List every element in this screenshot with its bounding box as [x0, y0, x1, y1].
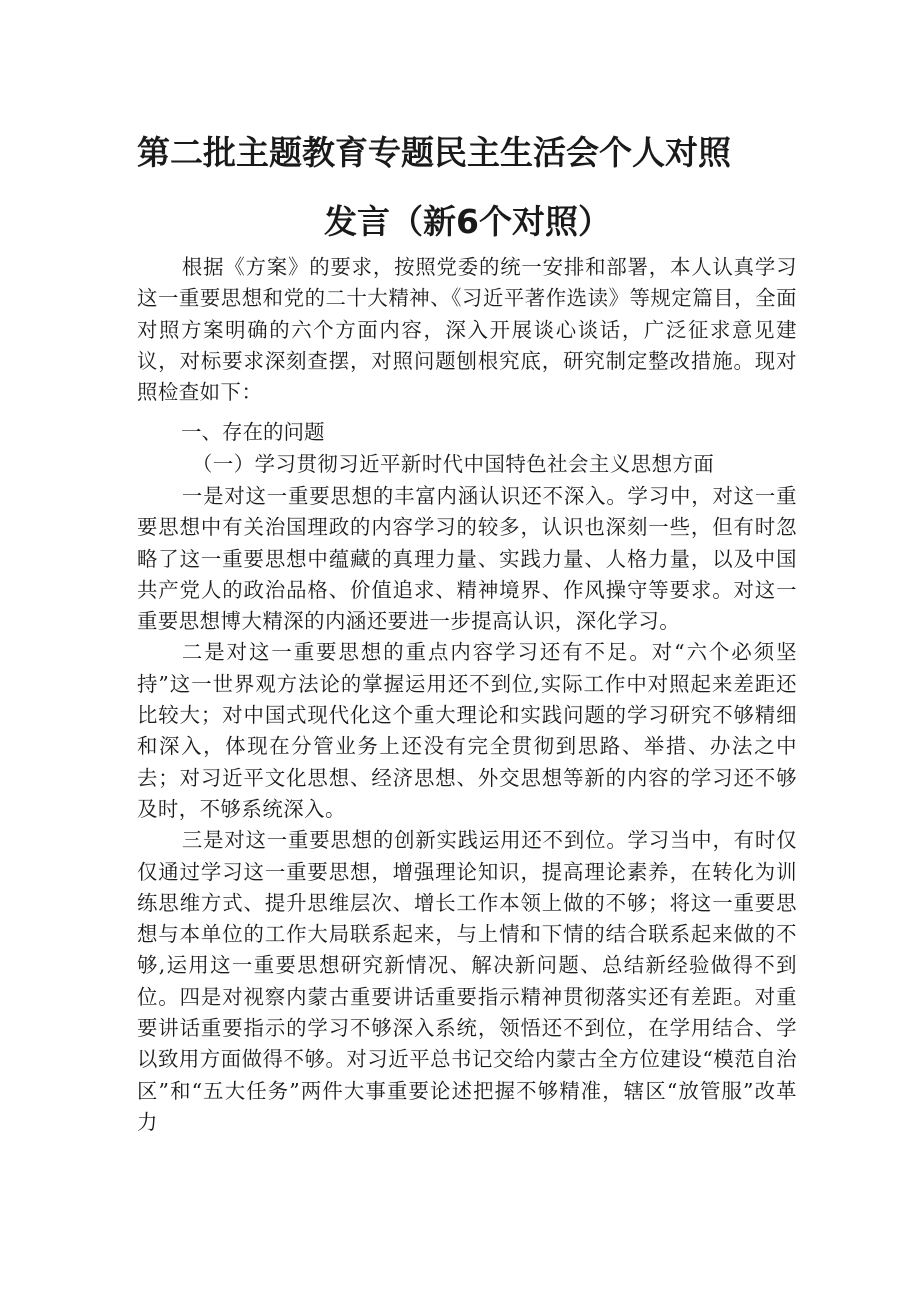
body-paragraph-2: 二是对这一重要思想的重点内容学习还有不足。对“六个必须坚持”这一世界观方法论的掌握运用还不到位,实际工作中对照起来差距还比较大；对中国式现代化这个重大理论和实践问题的学习研究不够精细和深入，体现在分管业务上还没有完全贯彻到思路、举措、办法之中去；对习近平文化思想、经济思想、外交思想等新的内容的学习还不够及时，不够系统深入。: [137, 640, 797, 821]
document-title-line-2: 发言（新6个对照）: [324, 202, 611, 241]
intro-paragraph: 根据《方案》的要求，按照党委的统一安排和部署，本人认真学习这一重要思想和党的二十大精神、《习近平著作选读》等规定篇目，全面对照方案明确的六个方面内容，深入开展谈心谈话，广泛征求意见建议，对标要求深刻查摆，对照问题刨根究底，研究制定整改措施。现对照检查如下：: [137, 255, 797, 405]
section-heading: 一、存在的问题: [181, 420, 325, 444]
intro-section: [137, 252, 797, 408]
body-paragraph-1: 一是对这一重要思想的丰富内涵认识还不深入。学习中，对这一重要思想中有关治国理政的内容学习的较多，认识也深刻一些，但有时忽略了这一重要思想中蕴藏的真理力量、实践力量、人格力量，以及中国共产党人的政治品格、价值追求、精神境界、作风操守等要求。对这一重要思想博大精深的内涵还要进一步提高认识，深化学习。: [137, 484, 797, 634]
main-body: [137, 481, 797, 1138]
body-paragraph-3: 三是对这一重要思想的创新实践运用还不到位。学习当中，有时仅仅通过学习这一重要思想，增强理论知识，提高理论素养，在转化为训练思维方式、提升思维层次、增长工作本领上做的不够；将这一重要思想与本单位的工作大局联系起来，与上情和下情的结合联系起来做的不够,运用这一重要思想研究新情况、解决新问题、总结新经验做得不到位。四是对视察内蒙古重要讲话重要指示精神贯彻落实还有差距。对重要讲话重要指示的学习不够深入系统，领悟还不到位，在学用结合、学以致用方面做得不够。对习近平总书记交给内蒙古全方位建设“模范自治区”和“五大任务”两件大事重要论述把握不够精准，辖区“放管服”改革力: [137, 828, 797, 1134]
document-title-line-1: 第二批主题教育专题民主生活会个人对照: [137, 133, 731, 172]
subsection-heading: （一）学习贯彻习近平新时代中国特色社会主义思想方面: [192, 452, 715, 476]
